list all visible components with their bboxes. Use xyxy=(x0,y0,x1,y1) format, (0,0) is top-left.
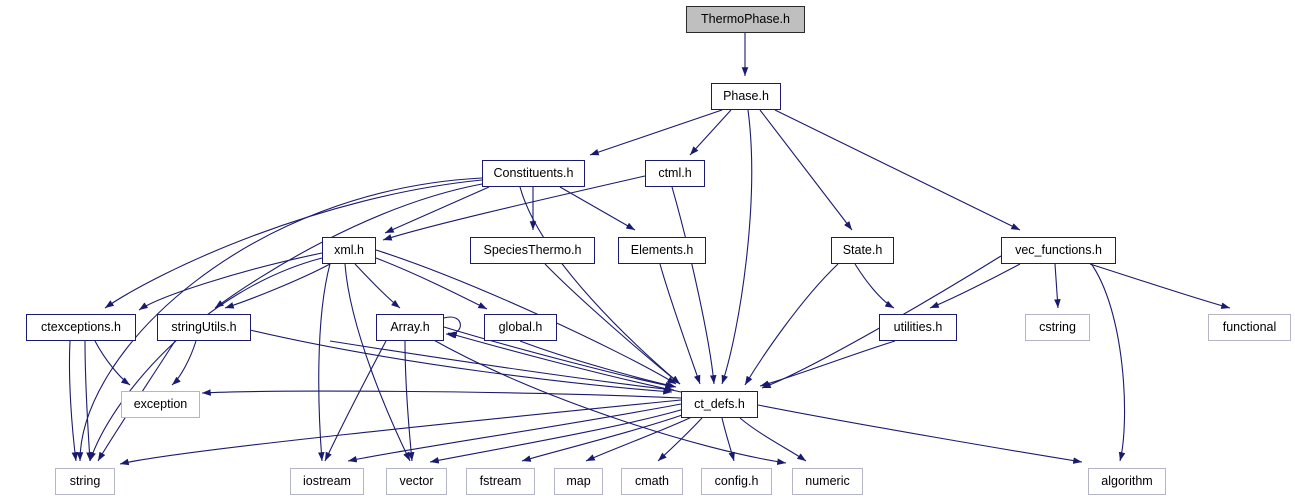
node-state-h[interactable] xyxy=(831,237,894,264)
node-map[interactable] xyxy=(554,468,603,495)
node-label: xml.h xyxy=(334,243,364,258)
node-label: SpeciesThermo.h xyxy=(483,243,582,258)
node-label: global.h xyxy=(498,320,543,335)
node-label: map xyxy=(566,474,591,489)
node-utilities-h[interactable] xyxy=(879,314,957,341)
node-label: config.h xyxy=(714,474,759,489)
node-label: string xyxy=(69,474,101,489)
node-cstring[interactable] xyxy=(1025,314,1090,341)
node-label: numeric xyxy=(805,474,850,489)
node-elements-h[interactable] xyxy=(618,237,706,264)
node-label: exception xyxy=(133,397,188,412)
node-label: algorithm xyxy=(1101,474,1153,489)
node-ctexceptions-h[interactable] xyxy=(26,314,136,341)
node-phase-h[interactable] xyxy=(711,83,781,110)
node-algorithm[interactable] xyxy=(1088,468,1166,495)
node-label: cstring xyxy=(1039,320,1076,335)
node-label: ctml.h xyxy=(658,166,692,181)
node-iostream[interactable] xyxy=(290,468,364,495)
node-label: ctexceptions.h xyxy=(41,320,121,335)
node-label: vec_functions.h xyxy=(1015,243,1102,258)
node-label: State.h xyxy=(842,243,883,258)
node-string[interactable] xyxy=(55,468,115,495)
node-constituents-h[interactable] xyxy=(482,160,585,187)
node-xml-h[interactable] xyxy=(322,237,376,264)
node-label: stringUtils.h xyxy=(171,320,237,335)
node-label: cmath xyxy=(634,474,670,489)
node-label: utilities.h xyxy=(893,320,943,335)
node-cmath[interactable] xyxy=(621,468,683,495)
node-label: ct_defs.h xyxy=(694,397,745,412)
node-label: Array.h xyxy=(390,320,430,335)
node-ct-defs-h[interactable] xyxy=(681,391,758,418)
node-label: fstream xyxy=(479,474,522,489)
node-label: Phase.h xyxy=(723,89,769,104)
node-vec-functions-h[interactable] xyxy=(1001,237,1116,264)
node-label: iostream xyxy=(303,474,351,489)
node-label: ThermoPhase.h xyxy=(701,12,790,27)
node-numeric[interactable] xyxy=(792,468,863,495)
node-fstream[interactable] xyxy=(466,468,535,495)
node-functional[interactable] xyxy=(1208,314,1291,341)
node-exception[interactable] xyxy=(121,391,200,418)
node-stringutils-h[interactable] xyxy=(157,314,251,341)
node-vector[interactable] xyxy=(386,468,447,495)
node-thermophase-h[interactable] xyxy=(686,6,805,33)
node-speciesthermo-h[interactable] xyxy=(470,237,595,264)
node-config-h[interactable] xyxy=(701,468,772,495)
node-global-h[interactable] xyxy=(484,314,557,341)
node-ctml-h[interactable] xyxy=(645,160,705,187)
node-label: functional xyxy=(1222,320,1277,335)
node-label: Elements.h xyxy=(630,243,694,258)
node-label: Constituents.h xyxy=(493,166,574,181)
node-label: vector xyxy=(399,474,434,489)
node-array-h[interactable] xyxy=(376,314,444,341)
